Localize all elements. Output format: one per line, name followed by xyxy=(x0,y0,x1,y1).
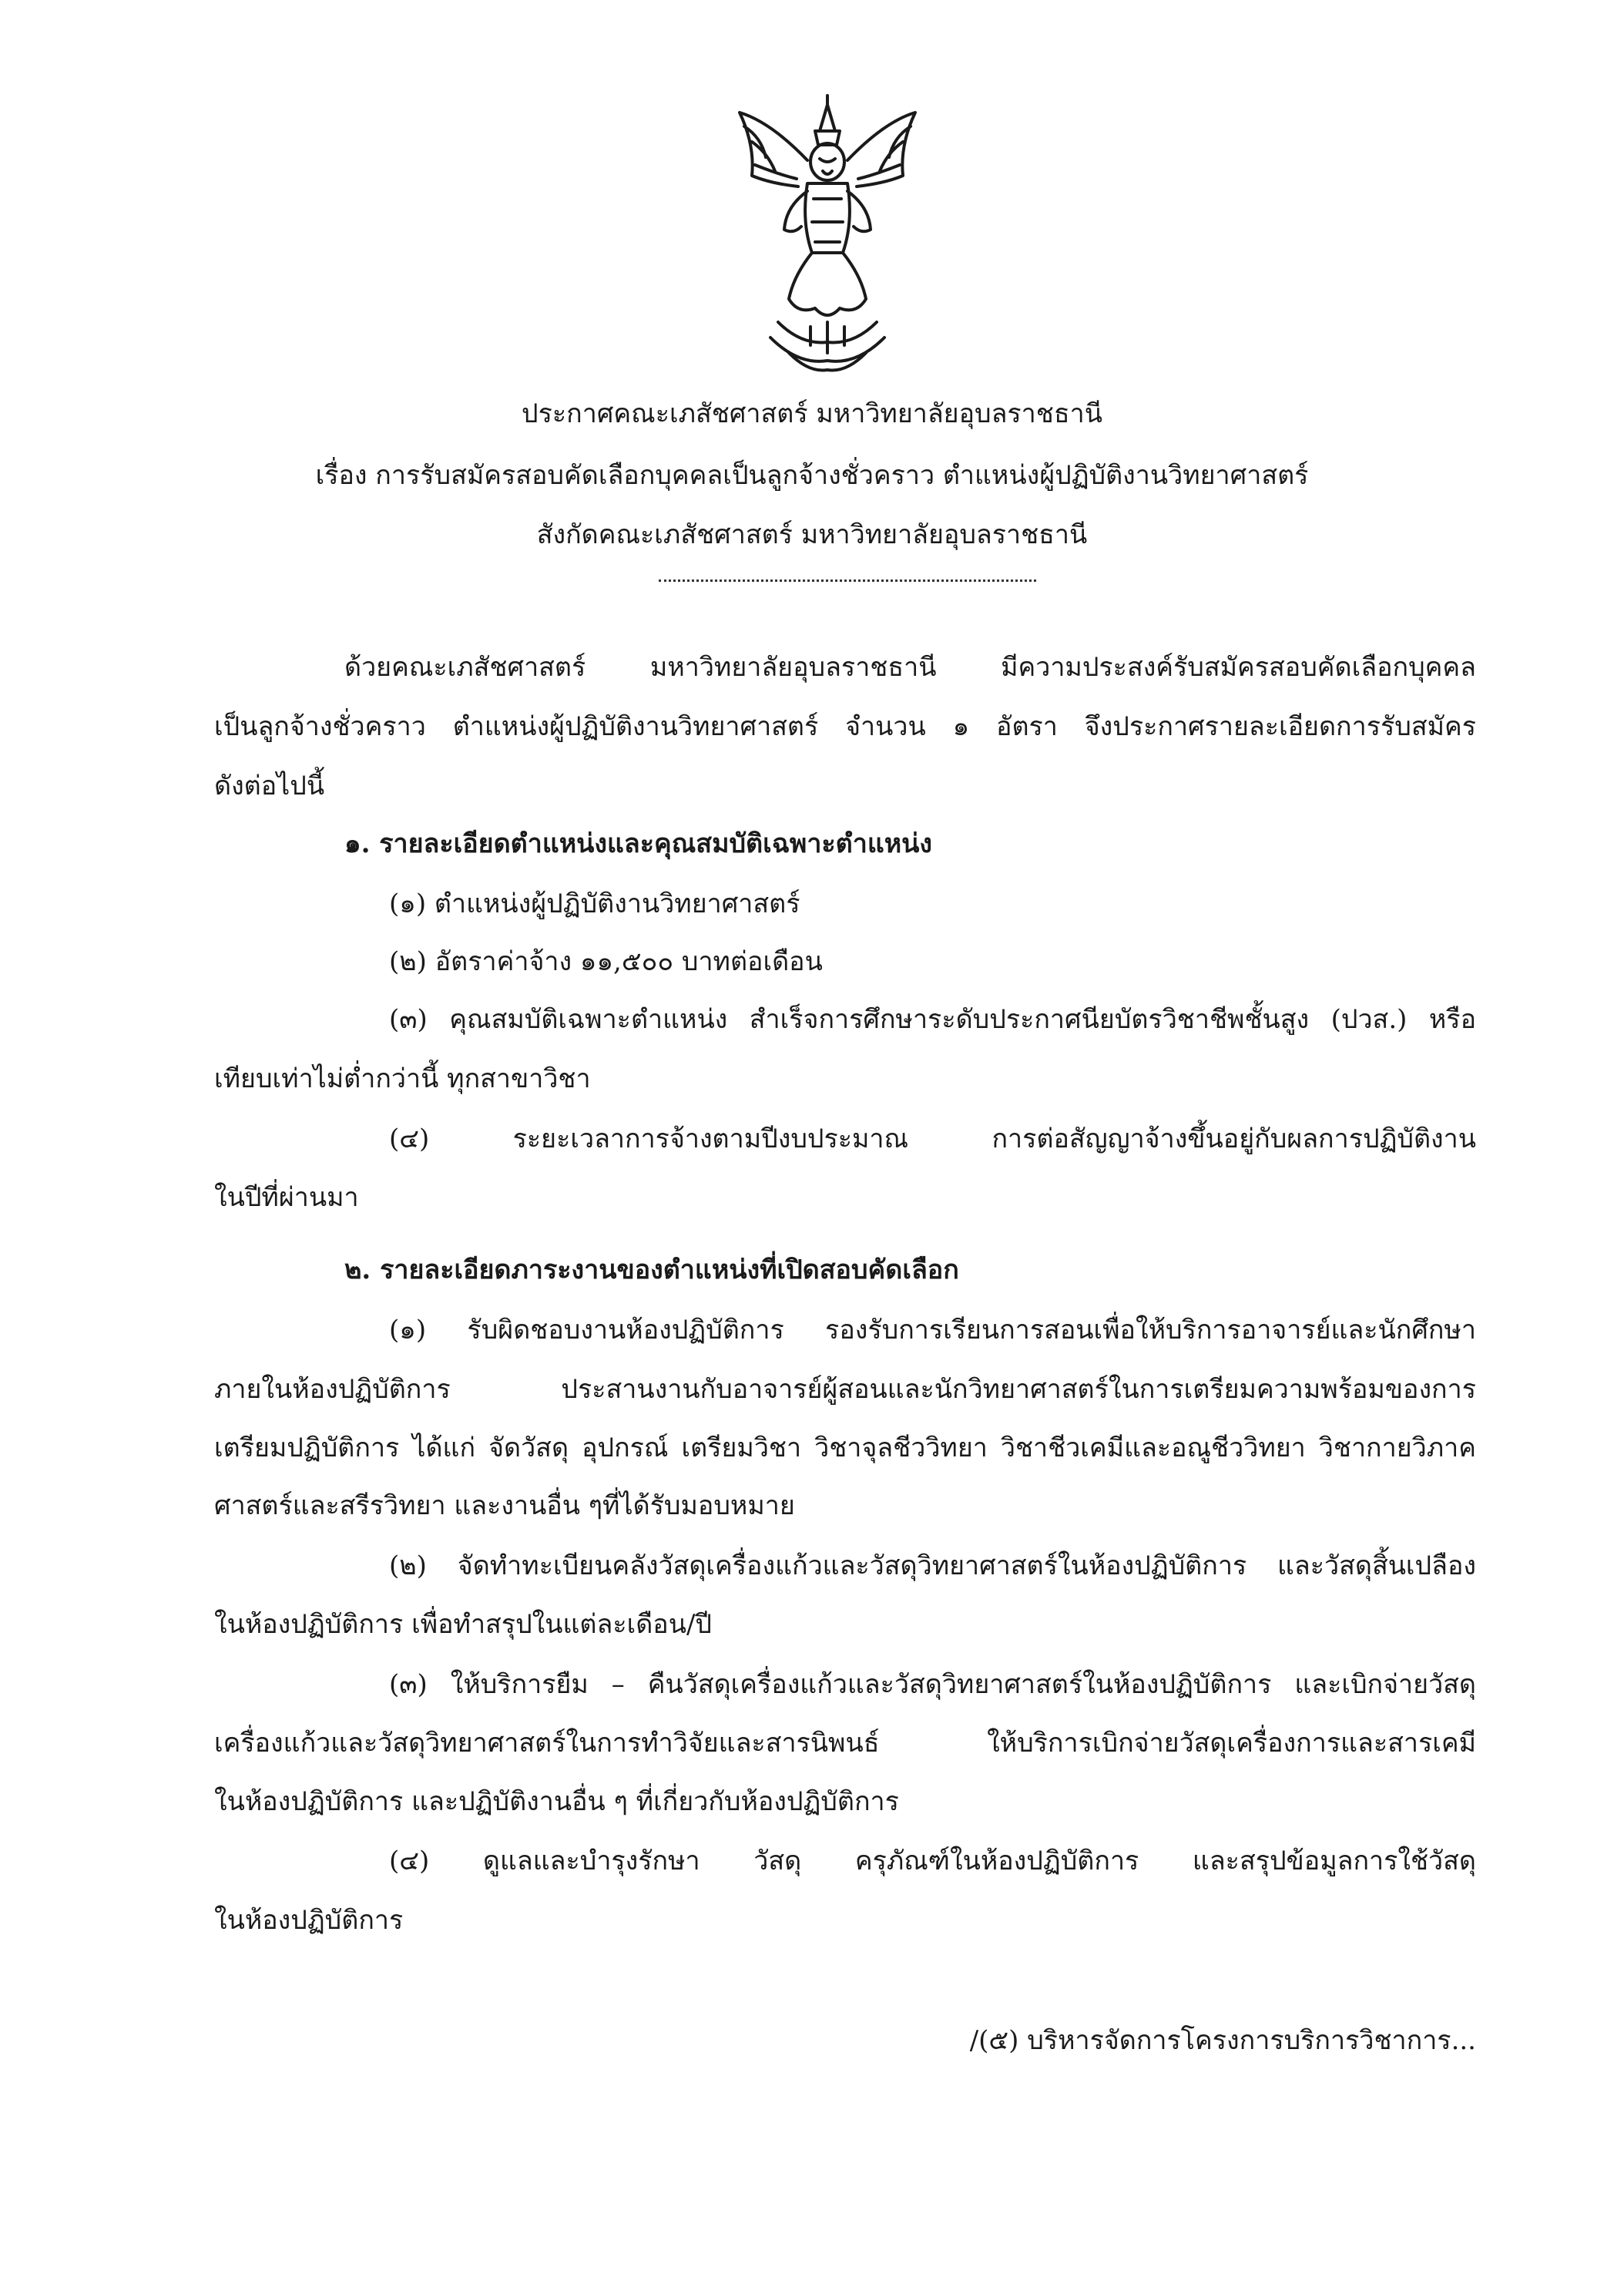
section-2-item-2-line-2: ในห้องปฏิบัติการ เพื่อทำสรุปในแต่ละเดือน/ปี xyxy=(214,1609,712,1640)
section-1-item-3-line-2: เทียบเท่าไม่ต่ำกว่านี้ ทุกสาขาวิชา xyxy=(214,1063,591,1094)
section-2-item-2-line-1: (๒) จัดทำทะเบียนคลังวัสดุเครื่องแก้วและวัสดุวิทยาศาสตร์ในห้องปฏิบัติการ และวัสดุสิ้นเปลือง xyxy=(389,1550,1476,1581)
section-2-item-3-line-2: เครื่องแก้วและวัสดุวิทยาศาสตร์ในการทำวิจัยและสารนิพนธ์ ให้บริการเบิกจ่ายวัสดุเครื่องการและสารเคมี xyxy=(214,1728,1476,1759)
section-2-heading: ๒. รายละเอียดภาระงานของตำแหน่งที่เปิดสอบคัดเลือก xyxy=(344,1255,959,1285)
section-2-item-3-line-3: ในห้องปฏิบัติการ และปฏิบัติงานอื่น ๆ ที่เกี่ยวกับห้องปฏิบัติการ xyxy=(214,1786,899,1817)
section-2-item-1-line-2: ภายในห้องปฏิบัติการ ประสานงานกับอาจารย์ผู้สอนและนักวิทยาศาสตร์ในการเตรียมความพร้อมของการ xyxy=(214,1374,1476,1405)
section-2-item-3-line-1: (๓) ให้บริการยืม – คืนวัสดุเครื่องแก้วและวัสดุวิทยาศาสตร์ในห้องปฏิบัติการ และเบิกจ่ายวัสดุ xyxy=(389,1669,1476,1700)
intro-line-1: ด้วยคณะเภสัชศาสตร์ มหาวิทยาลัยอุบลราชธานี มีความประสงค์รับสมัครสอบคัดเลือกบุคคล xyxy=(344,652,1476,683)
section-1-item-4-line-2: ในปีที่ผ่านมา xyxy=(214,1182,359,1213)
dotted-divider xyxy=(659,579,1036,582)
section-1-heading: ๑. รายละเอียดตำแหน่งและคุณสมบัติเฉพาะตำแหน่ง xyxy=(344,828,933,859)
intro-line-3: ดังต่อไปนี้ xyxy=(214,771,325,801)
intro-line-2: เป็นลูกจ้างชั่วคราว ตำแหน่งผู้ปฏิบัติงานวิทยาศาสตร์ จำนวน ๑ อัตรา จึงประกาศรายละเอียดการรับสมัคร xyxy=(214,711,1476,742)
announcement-issuer: ประกาศคณะเภสัชศาสตร์ มหาวิทยาลัยอุบลราชธานี xyxy=(522,398,1102,429)
section-1-item-2: (๒) อัตราค่าจ้าง ๑๑,๕๐๐ บาทต่อเดือน xyxy=(389,946,823,977)
section-1-item-1: (๑) ตำแหน่งผู้ปฏิบัติงานวิทยาศาสตร์ xyxy=(389,889,800,919)
announcement-affiliation: สังกัดคณะเภสัชศาสตร์ มหาวิทยาลัยอุบลราชธานี xyxy=(536,519,1088,550)
section-1-item-4-line-1: (๔) ระยะเวลาการจ้างตามปีงบประมาณ การต่อสัญญาจ้างขึ้นอยู่กับผลการปฏิบัติงาน xyxy=(389,1124,1476,1154)
section-2-item-1-line-1: (๑) รับผิดชอบงานห้องปฏิบัติการ รองรับการเรียนการสอนเพื่อให้บริการอาจารย์และนักศึกษา xyxy=(389,1315,1476,1345)
section-2-item-1-line-3: เตรียมปฏิบัติการ ได้แก่ จัดวัสดุ อุปกรณ์ เตรียมวิชา วิชาจุลชีววิทยา วิชาชีวเคมีและอณูชีววิทยา วิชากายวิภาค xyxy=(214,1433,1477,1463)
announcement-subject: เรื่อง การรับสมัครสอบคัดเลือกบุคคลเป็นลูกจ้างชั่วคราว ตำแหน่งผู้ปฏิบัติงานวิทยาศาสตร์ xyxy=(315,460,1309,491)
garuda-emblem-icon xyxy=(724,91,931,378)
section-2-item-1-line-4: ศาสตร์และสรีรวิทยา และงานอื่น ๆที่ได้รับมอบหมาย xyxy=(214,1490,795,1521)
page-continuation-note: /(๕) บริหารจัดการโครงการบริการวิชาการ... xyxy=(969,2025,1476,2056)
section-2-item-4-line-1: (๔) ดูแลและบำรุงรักษา วัสดุ ครุภัณฑ์ในห้องปฏิบัติการ และสรุปข้อมูลการใช้วัสดุ xyxy=(389,1846,1476,1876)
section-2-item-4-line-2: ในห้องปฏิบัติการ xyxy=(214,1905,404,1936)
section-1-item-3-line-1: (๓) คุณสมบัติเฉพาะตำแหน่ง สำเร็จการศึกษาระดับประกาศนียบัตรวิชาชีพชั้นสูง (ปวส.) หรือ xyxy=(389,1004,1476,1035)
